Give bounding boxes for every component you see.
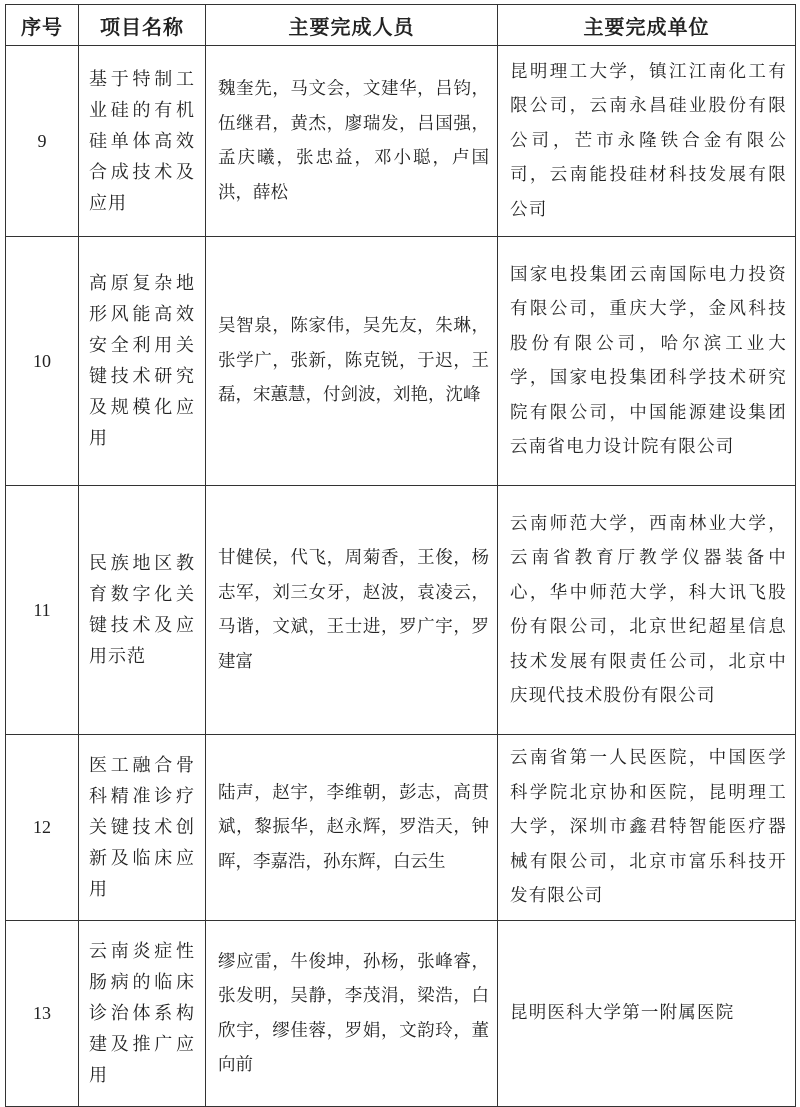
row-serial-number: 13 — [6, 921, 79, 1107]
table-row — [6, 237, 796, 486]
row-personnel: 魏奎先，马文会，文建华，吕钧，伍继君，黄杰，廖瑞发，吕国强，孟庆曦，张忠益，邓小聪，卢国洪，薛松 — [206, 46, 498, 237]
row-project-name: 高原复杂地形风能高效安全利用关键技术研究及规模化应用 — [79, 237, 206, 486]
header-main-units: 主要完成单位 — [498, 5, 796, 46]
row-units: 昆明理工大学，镇江江南化工有限公司，云南永昌硅业股份有限公司，芒市永隆铁合金有限公司，云南能投硅材科技发展有限公司 — [498, 46, 796, 237]
row-project-name: 民族地区教育数字化关键技术及应用示范 — [79, 486, 206, 735]
table-row — [6, 486, 796, 735]
header-main-personnel: 主要完成人员 — [206, 5, 498, 46]
table-row — [6, 46, 796, 237]
row-units: 云南师范大学，西南林业大学，云南省教育厅教学仪器装备中心，华中师范大学，科大讯飞股份有限公司，北京世纪超星信息技术发展有限责任公司，北京中庆现代技术股份有限公司 — [498, 486, 796, 735]
row-project-name: 云南炎症性肠病的临床诊治体系构建及推广应用 — [79, 921, 206, 1107]
row-personnel: 陆声，赵宇，李维朝，彭志，高贯斌，黎振华，赵永辉，罗浩天，钟晖，李嘉浩，孙东辉，白云生 — [206, 735, 498, 921]
row-serial-number: 12 — [6, 735, 79, 921]
row-units: 国家电投集团云南国际电力投资有限公司，重庆大学，金风科技股份有限公司，哈尔滨工业大学，国家电投集团科学技术研究院有限公司，中国能源建设集团云南省电力设计院有限公司 — [498, 237, 796, 486]
row-personnel: 甘健侯，代飞，周菊香，王俊，杨志军，刘三女牙，赵波，袁凌云，马谐，文斌，王士进，罗广宇，罗建富 — [206, 486, 498, 735]
awards-table — [5, 4, 796, 1107]
row-serial-number: 9 — [6, 46, 79, 237]
row-project-name: 医工融合骨科精准诊疗关键技术创新及临床应用 — [79, 735, 206, 921]
row-serial-number: 10 — [6, 237, 79, 486]
row-project-name: 基于特制工业硅的有机硅单体高效合成技术及应用 — [79, 46, 206, 237]
header-project-name: 项目名称 — [79, 5, 206, 46]
header-serial-number: 序号 — [6, 5, 79, 46]
row-units: 昆明医科大学第一附属医院 — [498, 921, 796, 1107]
table-header-row — [6, 5, 796, 46]
row-serial-number: 11 — [6, 486, 79, 735]
row-personnel: 缪应雷，牛俊坤，孙杨，张峰睿，张发明，吴静，李茂涓，梁浩，白欣宇，缪佳蓉，罗娟，文韵玲，董向前 — [206, 921, 498, 1107]
row-personnel: 吴智泉，陈家伟，吴先友，朱琳，张学广，张新，陈克锐，于迟，王磊，宋蕙慧，付剑波，刘艳，沈峰 — [206, 237, 498, 486]
table-row — [6, 735, 796, 921]
row-units: 云南省第一人民医院，中国医学科学院北京协和医院，昆明理工大学，深圳市鑫君特智能医疗器械有限公司，北京市富乐科技开发有限公司 — [498, 735, 796, 921]
table-row — [6, 921, 796, 1107]
